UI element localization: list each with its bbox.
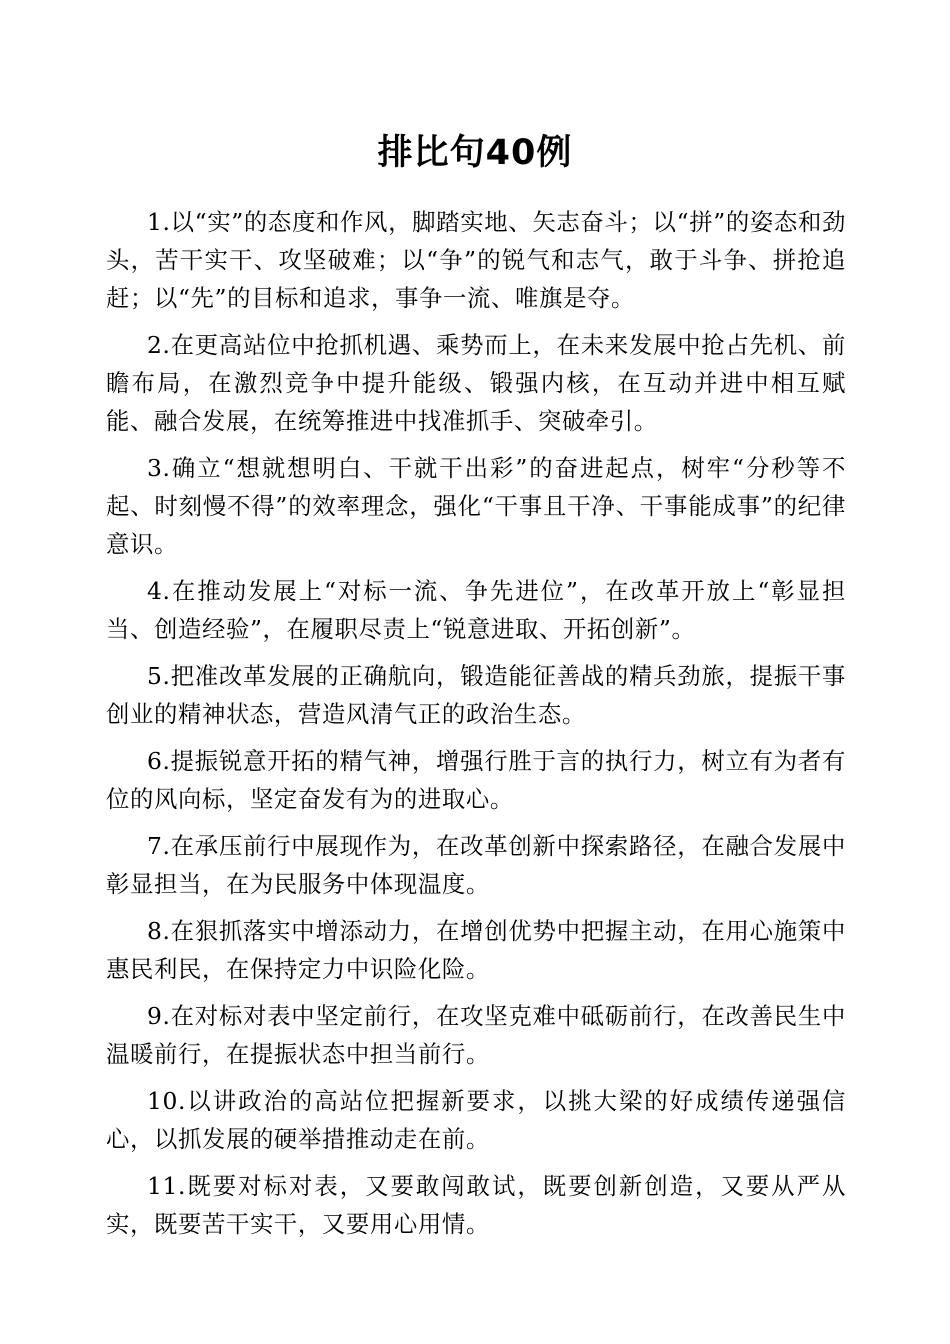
paragraph-6: 6.提振锐意开拓的精气神，增强行胜于言的执行力，树立有为者有位的风向标，坚定奋发有为的进取心。 — [106, 747, 846, 813]
paragraph-4: 4.在推动发展上“对标一流、争先进位”，在改革开放上“彰显担当、创造经验”，在履职尽责上“锐意进取、开拓创新”。 — [106, 577, 846, 643]
paragraph-10: 10.以讲政治的高站位把握新要求，以挑大梁的好成绩传递强信心，以抓发展的硬举措推动走在前。 — [106, 1087, 846, 1153]
paragraph-5: 5.把准改革发展的正确航向，锻造能征善战的精兵劲旅，提振干事创业的精神状态，营造风清气正的政治生态。 — [106, 662, 846, 728]
paragraph-3: 3.确立“想就想明白、干就干出彩”的奋进起点，树牢“分秒等不起、时刻慢不得”的效率理念，强化“干事且干净、干事能成事”的纪律意识。 — [106, 454, 846, 558]
paragraph-1: 1.以“实”的态度和作风，脚踏实地、矢志奋斗；以“拼”的姿态和劲头，苦干实干、攻坚破难；以“争”的锐气和志气，敢于斗争、拼抢追赶；以“先”的目标和追求，事争一流、唯旗是夺。 — [106, 208, 846, 312]
document-body — [106, 203, 846, 1252]
paragraph-9: 9.在对标对表中坚定前行，在攻坚克难中砥砺前行，在改善民生中温暖前行，在提振状态中担当前行。 — [106, 1002, 846, 1068]
paragraph-11: 11.既要对标对表，又要敢闯敢试，既要创新创造，又要从严从实，既要苦干实干，又要用心用情。 — [106, 1172, 846, 1238]
paragraph-2: 2.在更高站位中抢抓机遇、乘势而上，在未来发展中抢占先机、前瞻布局，在激烈竞争中提升能级、锻强内核，在互动并进中相互赋能、融合发展，在统筹推进中找准抓手、突破牵引。 — [106, 331, 846, 435]
paragraph-7: 7.在承压前行中展现作为，在改革创新中探索路径，在融合发展中彰显担当，在为民服务中体现温度。 — [106, 832, 846, 898]
page-title: 排比句40例 — [377, 133, 573, 173]
paragraph-8: 8.在狠抓落实中增添动力，在增创优势中把握主动，在用心施策中惠民利民，在保持定力中识险化险。 — [106, 917, 846, 983]
